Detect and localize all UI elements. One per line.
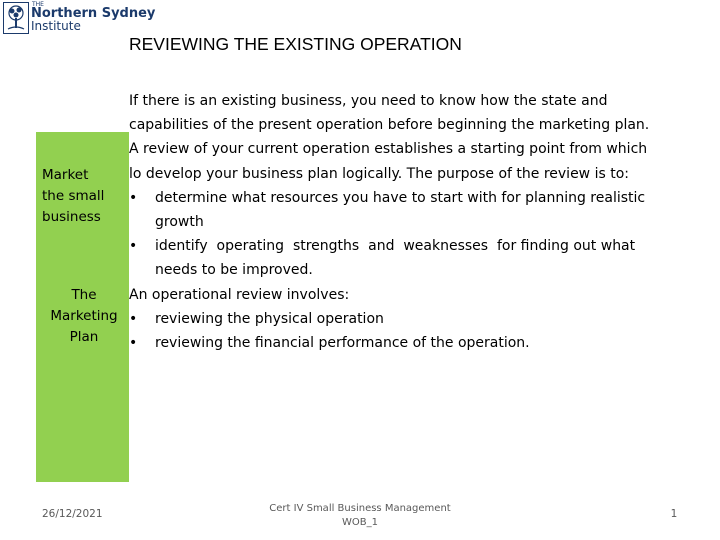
footer-date: 26/12/2021 <box>42 508 103 520</box>
footer-course-line1: Cert IV Small Business Management <box>269 503 451 514</box>
sidebar-bottom-line: Plan <box>69 329 99 345</box>
bullet-item <box>129 331 689 355</box>
review-heading: An operational review involves: <box>129 286 350 303</box>
intro-line: A review of your current operation establishes a starting point from which <box>129 141 648 158</box>
bullet-item <box>129 186 689 210</box>
bullet-marker: • <box>129 335 138 352</box>
institute-logo <box>3 1 156 36</box>
intro-line: If there is an existing business, you need to know how the state and <box>129 93 608 109</box>
bullet-marker: • <box>129 238 138 255</box>
bullet-text: identify operating strengths and weaknesses for finding out what <box>155 238 636 255</box>
footer-course-line2: WOB_1 <box>342 517 378 528</box>
body-content <box>129 89 689 355</box>
bullet-marker: • <box>129 310 138 327</box>
sidebar-bottom-line: Marketing <box>50 308 118 324</box>
bullet-marker: • <box>129 189 138 206</box>
bullet-continuation: needs to be improved. <box>155 262 313 279</box>
bullet-text: reviewing the financial performance of the operation. <box>155 335 530 352</box>
bullet-item <box>129 307 689 331</box>
sidebar-bottom-line: The <box>71 287 97 303</box>
logo-name-line2: Institute <box>31 19 81 33</box>
logo-name-line1: Northern Sydney <box>31 6 156 21</box>
sidebar-bottom-label <box>36 285 132 348</box>
page-number: 1 <box>670 508 678 520</box>
bullet-text: determine what resources you have to start with for planning realistic <box>155 189 646 206</box>
sidebar-top-line: business <box>42 209 101 225</box>
sidebar-top-line: the small <box>42 188 105 204</box>
sidebar-top-line: Market <box>42 167 89 183</box>
bullet-continuation: growth <box>155 214 204 231</box>
sidebar-top-label <box>42 165 104 228</box>
slide-title: REVIEWING THE EXISTING OPERATION <box>129 34 462 54</box>
tree-icon <box>3 2 29 34</box>
intro-line: capabilities of the present operation before beginning the marketing plan. <box>129 117 650 134</box>
intro-line: lo develop your business plan logically. The purpose of the review is to: <box>129 165 629 182</box>
bullet-item <box>129 234 689 258</box>
footer-course <box>250 502 470 530</box>
bullet-text: reviewing the physical operation <box>155 310 384 327</box>
logo-the: THE <box>32 1 44 8</box>
